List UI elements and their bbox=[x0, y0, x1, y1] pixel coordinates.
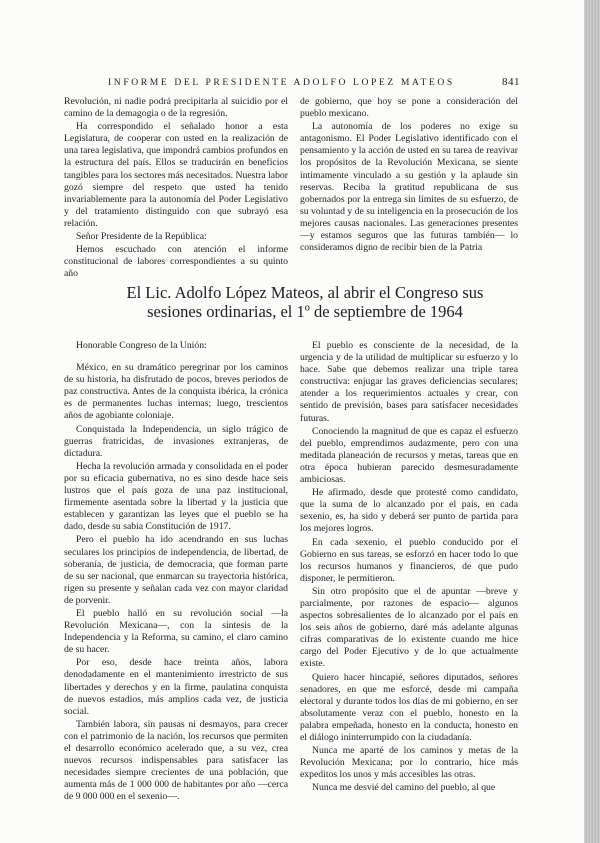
top-right-column bbox=[300, 96, 518, 255]
paragraph: México, en su dramático peregrinar por los caminos de su historia, ha disfrutado de pocos, breves periodos de paz constructiva. Antes de la conquista ibérica, la crónica es de permanentes luchas internas; luego, trescientos años de agobiante coloniaje. bbox=[64, 362, 288, 422]
paragraph: La autonomía de los poderes no exige su antagonismo. El Poder Legislativo identificado con el pensamiento y la acción de usted en su tarea de reavivar los propósitos de la Revolución Mexicana, se siente íntimamente vinculado a su gestión y la aplaude sin reservas. Reciba la gratitud republicana de sus gobernados por la entrega sin límites de su esfuerzo, de su voluntad y de su inteligencia en la prosecución de los mejores causas nacionales. Las generaciones presentes —y estamos seguros que las futuras también— lo consideramos digno de recibir bien de la Patria bbox=[300, 121, 518, 254]
page-number: 841 bbox=[502, 76, 520, 88]
paragraph: Por eso, desde hace treinta años, labora denodadamente en el mantenimiento irrestricto de sus libertades y derechos y en la firme, paulatina conquista de nuevos estadios, más amplios cada vez, de justicia social. bbox=[64, 657, 288, 717]
paragraph: Conquistada la Independencia, un siglo trágico de guerras fratricidas, de invasiones extranjeras, de dictadura. bbox=[64, 423, 288, 459]
paragraph: Hecha la revolución armada y consolidada en el poder por su eficacia gubernativa, no es sino desde hace seis lustros que el país goza de una paz institucional, firmemente asentada sobre la libertad y la justicia que establecen y garantizan las leyes que el pueblo se ha dado, desde su sabia Constitución de 1917. bbox=[64, 460, 288, 533]
paragraph: Nunca me aparté de los caminos y metas de la Revolución Mexicana; por lo contrario, hice más expeditos los unos y más accesibles las otras. bbox=[300, 745, 518, 781]
running-header bbox=[108, 77, 520, 88]
paragraph: Revolución, ni nadie podrá precipitarla al suicidio por el camino de la demagogia o de la regresión. bbox=[64, 96, 288, 120]
top-left-column bbox=[64, 96, 288, 281]
section-title bbox=[90, 283, 520, 321]
paragraph: Ha correspondido el señalado honor a esta Legislatura, de cooperar con usted en la realización de una tarea legislativa, que impondrá cambios profundos en la estructura del país. Ellos se traducirán en beneficios tangibles para los sectores más necesitados. Nuestra labor gozó siempre del respeto que usted ha tenido invariablemente para la autonomía del Poder Legislativo y del tratamiento distinguido con que subrayó esa relación. bbox=[64, 121, 288, 229]
bottom-left-column bbox=[64, 340, 288, 804]
section-title-line: sesiones ordinarias, el 1º de septiembre de 1964 bbox=[147, 302, 463, 321]
paragraph: Pero el pueblo ha ido acendrando en sus luchas seculares los principios de independencia, de libertad, de soberanía, de justicia, de democracia, que forman parte de su ser nacional, que enmarcan su trayectoria histórica, rigen su presente y señalan cada vez con mayor claridad de porvenir. bbox=[64, 534, 288, 606]
paragraph: En cada sexenio, el pueblo conducido por el Gobierno en sus tareas, se esforzó en hacer todo lo que los recursos humanos y financieros, de que pudo disponer, le permitieron. bbox=[300, 536, 518, 584]
paragraph: También labora, sin pausas ni desmayos, para crecer con el patrimonio de la nación, los recursos que permiten el desarrollo económico acelerado que, a su vez, crea nuevos recursos indispensables para satisfacer las necesidades siempre crecientes de una población, que aumenta más de 1 000 000 de habitantes por año —cerca de 9 000 000 en el sexenio—. bbox=[64, 718, 288, 803]
page-edge-scan-artifact bbox=[584, 0, 600, 843]
running-title: INFORME DEL PRESIDENTE ADOLFO LOPEZ MATEOS bbox=[108, 77, 455, 88]
salutation: Honorable Congreso de la Unión: bbox=[76, 340, 207, 351]
paragraph: Señor Presidente de la República: bbox=[76, 231, 207, 243]
bottom-right-column bbox=[300, 340, 518, 795]
paragraph: He afirmado, desde que protesté como candidato, que la suma de lo alcanzado por el país, en cada sexenio, es, ha sido y deberá ser punto de partida para los mejores logros. bbox=[300, 487, 518, 535]
paragraph: de gobierno, que hoy se pone a consideración del pueblo mexicano. bbox=[300, 96, 518, 120]
paragraph: Nunca me desvié del camino del pueblo, al que bbox=[312, 782, 496, 794]
paragraph: Quiero hacer hincapié, señores diputados, señores senadores, en que me esforcé, desde mi campaña electoral y durante todos los días de mi gobierno, en ser absolutamente veraz con el pueblo, honesto en la palabra empeñada, honesto en la conducta, honesto en el diálogo ininterrumpido con la ciudadanía. bbox=[300, 671, 518, 743]
paragraph: El pueblo halló en su revolución social —la Revolución Mexicana—, con la síntesis de la Independencia y la Reforma, su camino, el claro camino de su hacer. bbox=[64, 607, 288, 656]
paragraph: El pueblo es consciente de la necesidad, de la urgencia y de la utilidad de multiplicar su esfuerzo y lo hace. Sabe que debemos realizar una triple tarea constructiva: enjugar las graves deficiencias seculares; atender a los requerimientos actuales y crear, con sentido de previsión, bases para satisfacer necesidades futuras. bbox=[300, 340, 518, 424]
paragraph: Hemos escuchado con atención el informe constitucional de labores correspondientes a su quinto año bbox=[64, 244, 288, 280]
paragraph: Conociendo la magnitud de que es capaz el esfuerzo del pueblo, emprendimos audazmente, pero con una meditada planeación de recursos y metas, tareas que en otra época hubieran parecido desmesuradamente ambiciosas. bbox=[300, 425, 518, 486]
paragraph: Sin otro propósito que el de apuntar —breve y parcialmente, por razones de espacio— algunos aspectos sobresalientes de lo alcanzado por el país en los seis años de gobierno, daré más adelante algunas cifras comparativas de lo existente cuando me hice cargo del Poder Ejecutivo y de lo que actualmente existe. bbox=[300, 585, 518, 670]
section-title-line: El Lic. Adolfo López Mateos, al abrir el Congreso sus bbox=[126, 283, 484, 302]
